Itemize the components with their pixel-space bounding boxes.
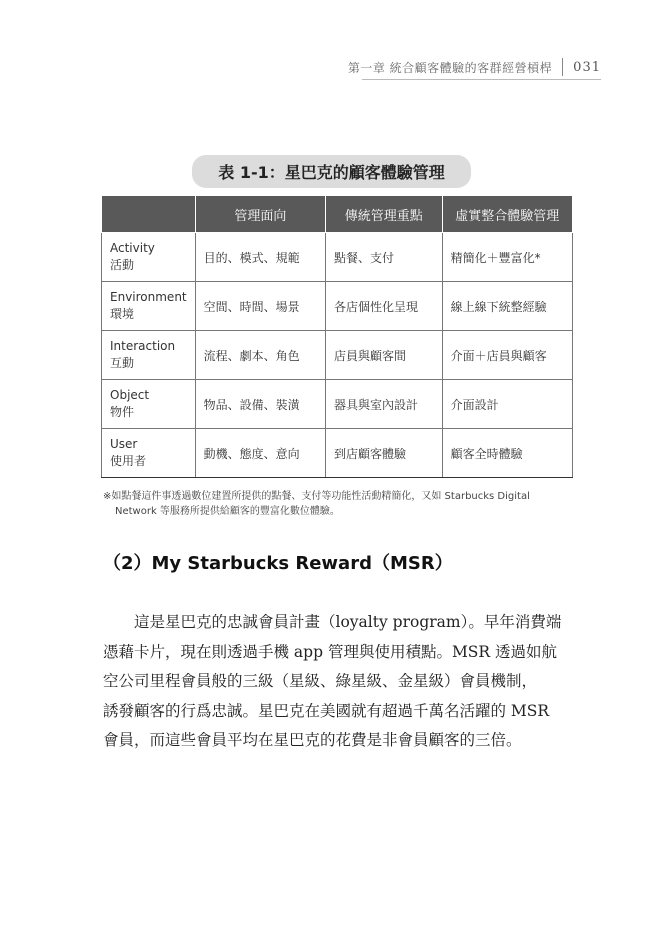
row-header-zh: 使用者 <box>110 454 147 468</box>
row-header <box>102 429 196 478</box>
header-rule <box>362 79 601 80</box>
row-header-zh: 環境 <box>110 307 135 321</box>
paragraph-line: 這是星巴克的忠誠會員計畫（loyalty program）。早年消費端 <box>103 613 562 631</box>
row-header <box>102 331 196 380</box>
table-cell: 店員與顧客間 <box>326 331 443 380</box>
running-header <box>348 58 601 76</box>
row-header-en: Activity <box>110 241 155 255</box>
column-header: 管理面向 <box>195 196 325 233</box>
row-header <box>102 380 196 429</box>
table-cell: 顧客全時體驗 <box>442 429 572 478</box>
footnote-line: ※如點餐這件事透過數位建置所提供的點餐、支付等功能性活動精簡化，又如 Starbucks Digital <box>103 491 530 502</box>
header-separator <box>562 58 563 76</box>
table-cell: 到店顧客體驗 <box>326 429 443 478</box>
row-header-en: Object <box>110 388 150 402</box>
row-header <box>102 233 196 282</box>
column-header: 傳統管理重點 <box>326 196 443 233</box>
column-header: 虛實整合體驗管理 <box>442 196 572 233</box>
table-cell: 介面＋店員與顧客 <box>442 331 572 380</box>
row-header <box>102 282 196 331</box>
experience-table <box>101 195 573 478</box>
page-number: 031 <box>573 59 601 75</box>
chapter-title: 第一章 統合顧客體驗的客群經營槓桿 <box>347 60 553 75</box>
table-caption-wrap <box>0 155 663 188</box>
paragraph-line: 誘發顧客的行爲忠誠。星巴克在美國就有超過千萬名活躍的 MSR <box>103 701 550 720</box>
row-header-zh: 活動 <box>110 258 135 272</box>
row-header-en: Environment <box>110 290 187 304</box>
table-row <box>102 380 573 429</box>
table-cell: 線上線下統整經驗 <box>442 282 572 331</box>
table-caption: 表 1-1：星巴克的顧客體驗管理 <box>192 155 470 188</box>
paragraph-line: 憑藉卡片，現在則透過手機 app 管理與使用積點。MSR 透過如航 <box>103 642 558 661</box>
table-cell: 空間、時間、場景 <box>195 282 325 331</box>
table-row <box>102 429 573 478</box>
table-header-row <box>102 196 573 233</box>
row-header-en: User <box>110 437 138 451</box>
row-header-zh: 物件 <box>110 405 135 419</box>
table-cell: 目的、模式、規範 <box>195 233 325 282</box>
table-cell: 各店個性化呈現 <box>326 282 443 331</box>
section-title: （2）My Starbucks Reward（MSR） <box>103 553 453 574</box>
table-row <box>102 233 573 282</box>
footnote-line: Network 等服務所提供給顧客的豐富化數位體驗。 <box>115 506 340 517</box>
paragraph-line: 會員，而這些會員平均在星巴克的花費是非會員顧客的三倍。 <box>103 731 522 749</box>
table-row <box>102 282 573 331</box>
table-cell: 動機、態度、意向 <box>195 429 325 478</box>
row-header-en: Interaction <box>110 339 176 353</box>
table-cell: 介面設計 <box>442 380 572 429</box>
table-cell: 點餐、支付 <box>326 233 443 282</box>
body-paragraph <box>103 608 575 756</box>
table-cell: 精簡化＋豐富化* <box>442 233 572 282</box>
row-header-zh: 互動 <box>110 356 135 370</box>
table-cell: 器具與室內設計 <box>326 380 443 429</box>
table-corner-cell <box>102 196 196 233</box>
table-cell: 物品、設備、裝潢 <box>195 380 325 429</box>
table-footnote <box>103 489 573 519</box>
paragraph-line: 空公司里程會員般的三級（星級、綠星級、金星級）會員機制， <box>103 672 538 690</box>
table-cell: 流程、劇本、角色 <box>195 331 325 380</box>
table-row <box>102 331 573 380</box>
